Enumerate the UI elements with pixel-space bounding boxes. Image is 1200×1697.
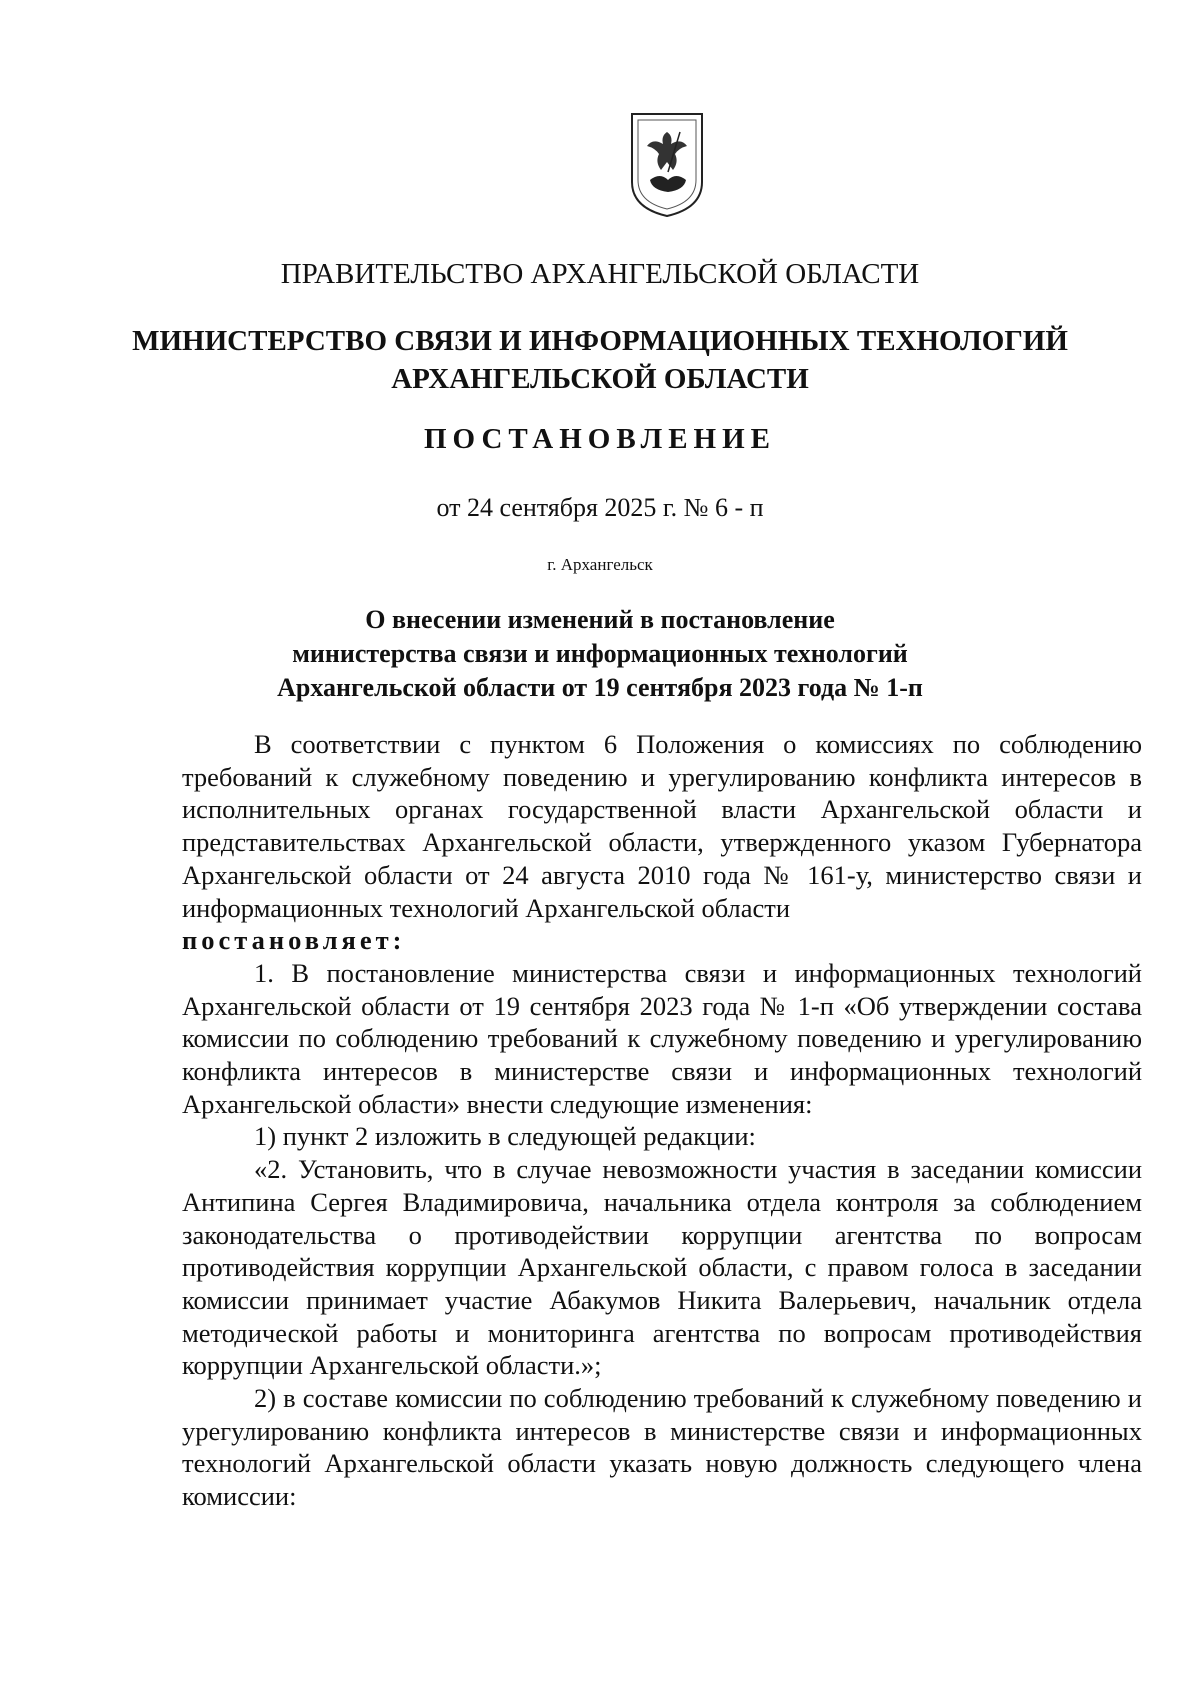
paragraph-preamble xyxy=(182,728,1142,957)
document-body xyxy=(182,728,1142,1513)
ministry-title-line2: АРХАНГЕЛЬСКОЙ ОБЛАСТИ xyxy=(391,363,809,395)
document-type: ПОСТАНОВЛЕНИЕ xyxy=(423,423,776,455)
ministry-title xyxy=(0,322,1200,398)
preamble-text: В соответствии с пунктом 6 Положения о комиссиях по соблюдению требований к служебному поведению и урегулированию конфликта интересов в исполнительных органах государственной власти Архангельской области и представительствах Архангельской области, утвержденного указом Губернатора Архангельской области от 24 августа 2010 года № 161-у, министерство связи и информационных технологий Архангельской области xyxy=(182,729,1142,923)
document-subject xyxy=(0,603,1200,705)
subject-line2: министерства связи и информационных технологий xyxy=(292,639,908,668)
coat-of-arms-icon xyxy=(628,110,706,220)
document-date-number: от 24 сентября 2025 г. № 6 - п xyxy=(436,493,764,522)
document-city: г. Архангельск xyxy=(547,555,653,574)
ministry-title-line1: МИНИСТЕРСТВО СВЯЗИ И ИНФОРМАЦИОННЫХ ТЕХНОЛОГИЙ xyxy=(132,325,1068,357)
paragraph-subitem-1: 1) пункт 2 изложить в следующей редакции: xyxy=(254,1121,756,1152)
paragraph-subitem-2: 2) в составе комиссии по соблюдению требований к служебному поведению и урегулированию конфликта интересов в министерстве связи и информационных технологий Архангельской области указать новую должность следующего члена комиссии: xyxy=(182,1383,1142,1512)
government-title: ПРАВИТЕЛЬСТВО АРХАНГЕЛЬСКОЙ ОБЛАСТИ xyxy=(280,258,920,290)
subject-line1: О внесении изменений в постановление xyxy=(365,605,835,634)
paragraph-quote: «2. Установить, что в случае невозможности участия в заседании комиссии Антипина Сергея Владимировича, начальника отдела контроля за соблюдением законодательства о противодействии коррупции агентства по вопросам противодействия коррупции Архангельской области, с правом голоса в заседании комиссии принимает участие Абакумов Никита Валерьевич, начальник отдела методической работы и мониторинга агентства по вопросам противодействия коррупции Архангельской области.»; xyxy=(182,1154,1142,1381)
paragraph-item-1: 1. В постановление министерства связи и информационных технологий Архангельской области от 19 сентября 2023 года № 1-п «Об утверждении состава комиссии по соблюдению требований к служебному поведению и урегулированию конфликта интересов в министерстве связи и информационных технологий Архангельской области» внести следующие изменения: xyxy=(182,957,1142,1119)
resolves-word: постановляет: xyxy=(182,925,406,956)
subject-line3: Архангельской области от 19 сентября 2023 года № 1-п xyxy=(277,673,923,702)
